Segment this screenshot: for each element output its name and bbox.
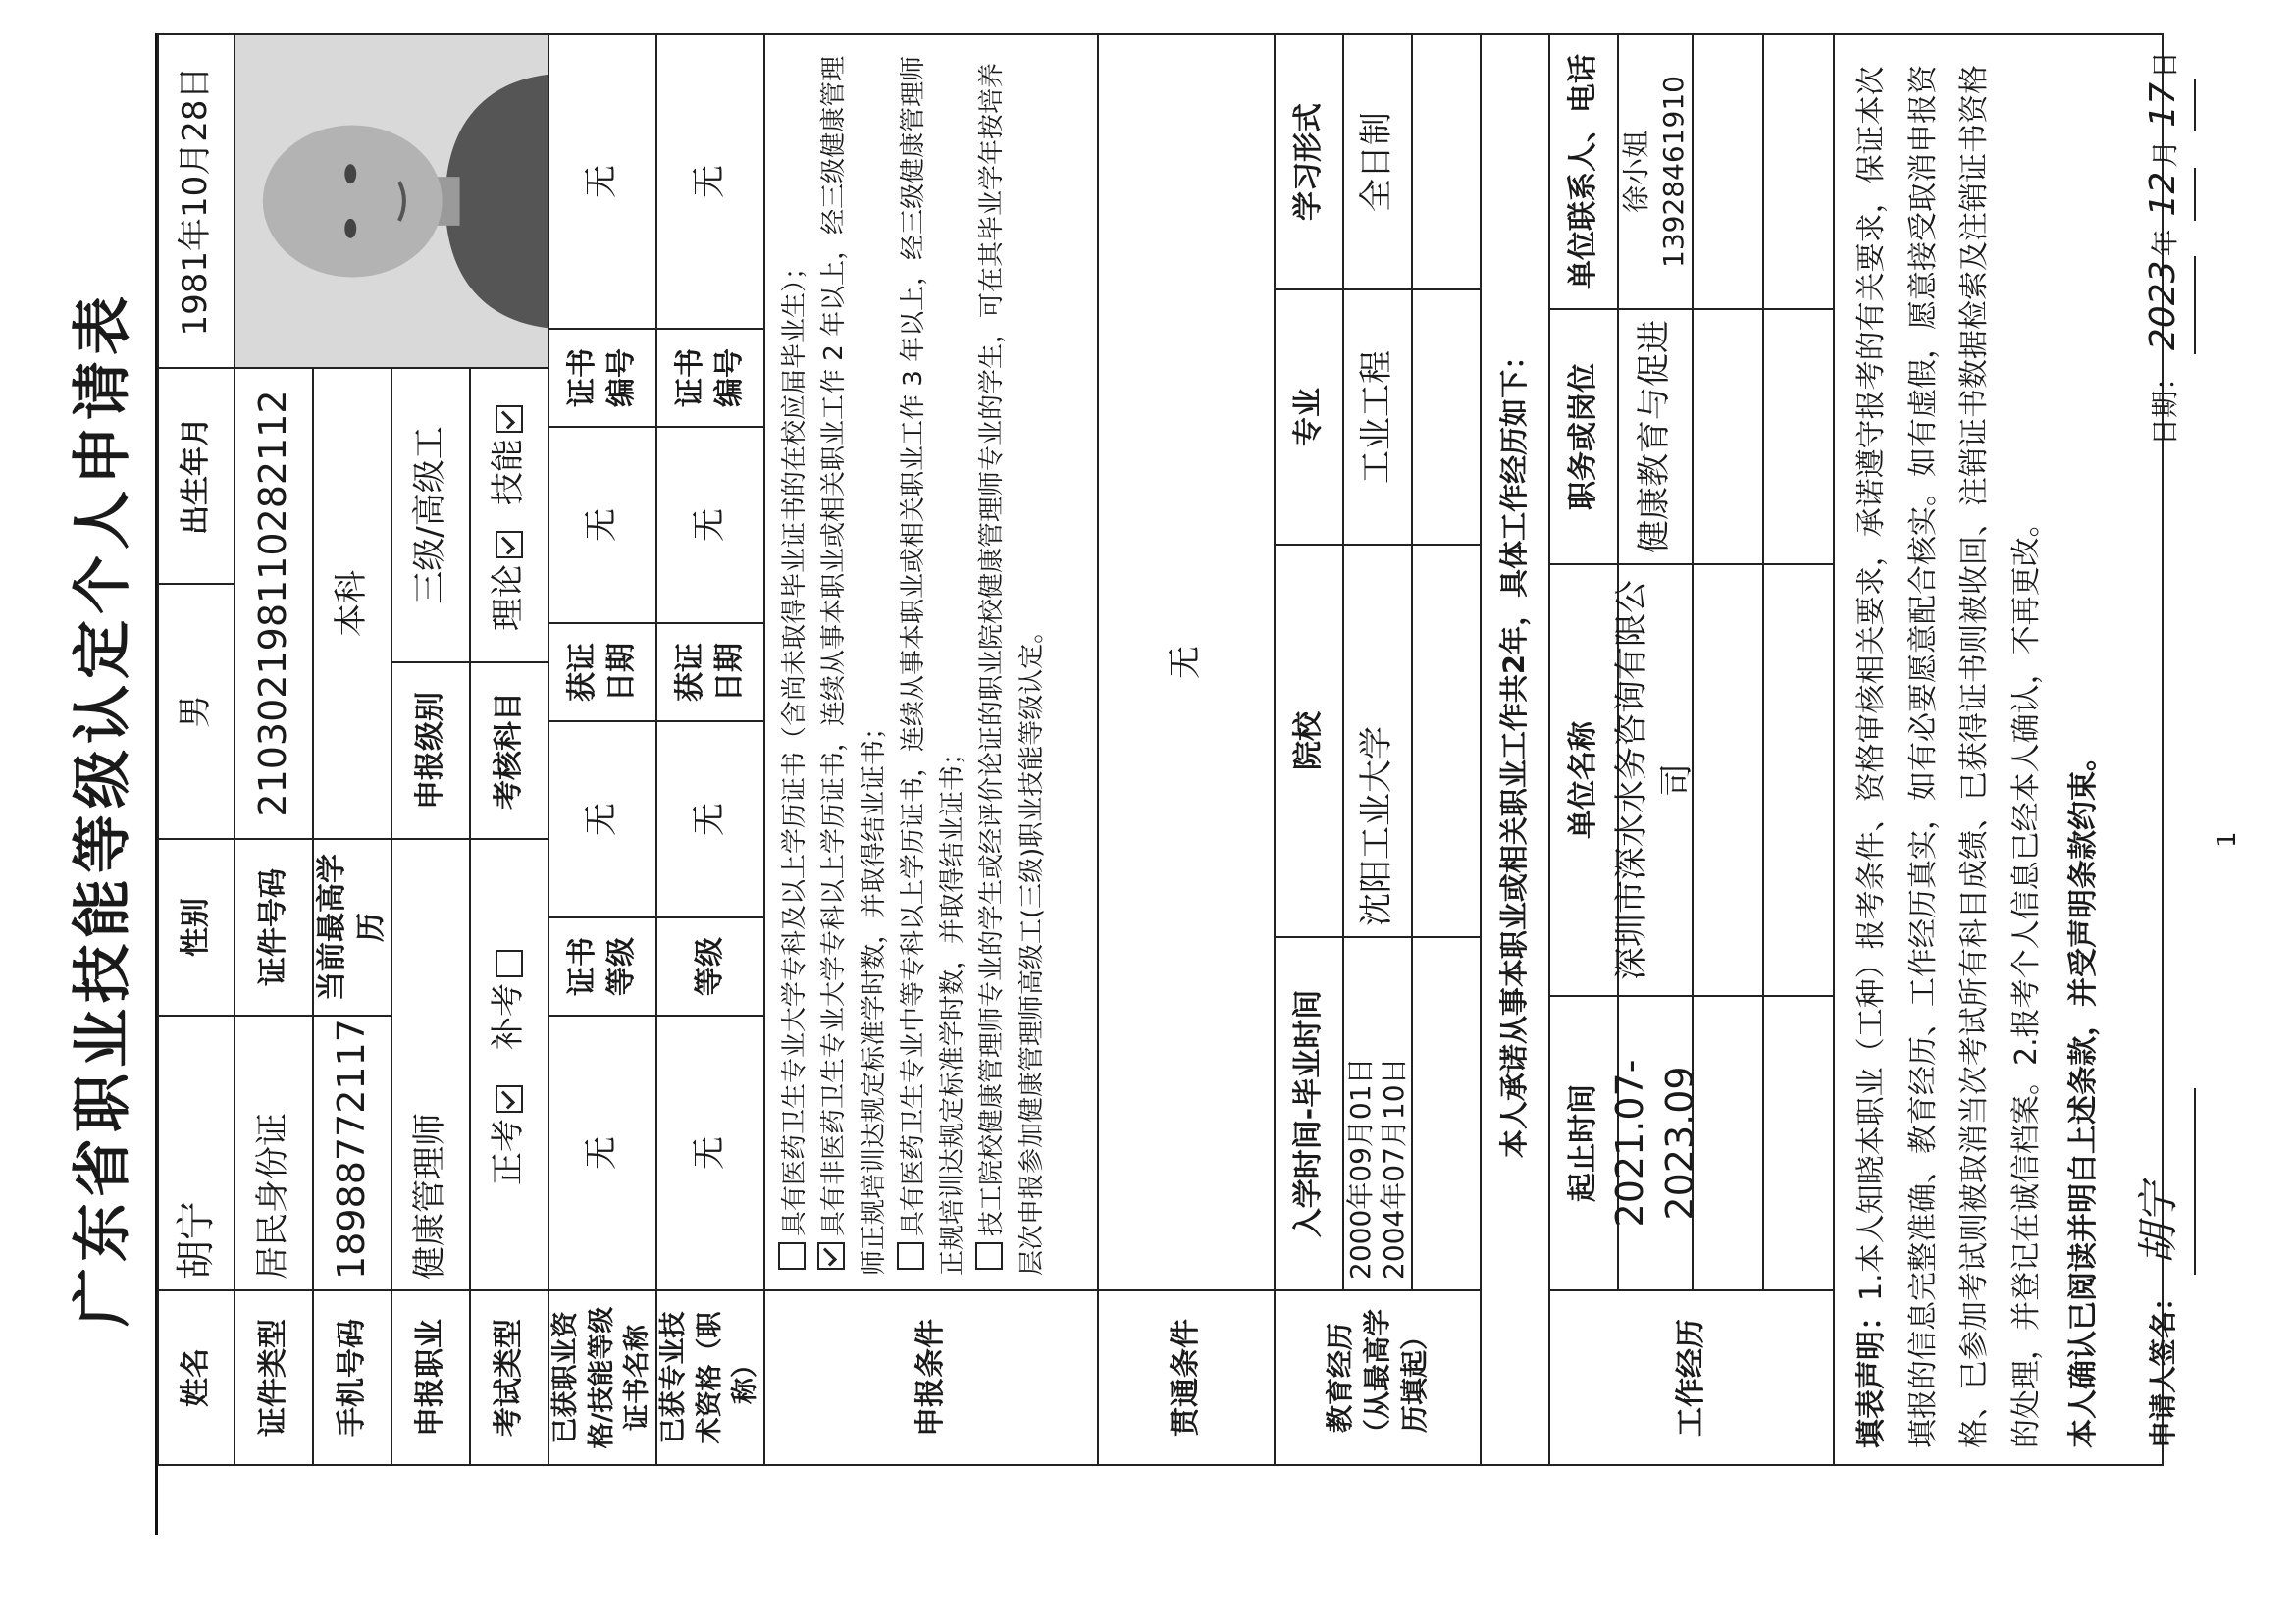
tech-title-name[interactable]: 无	[655, 1015, 765, 1291]
theory-label: 理论	[489, 564, 529, 631]
gender-label: 性别	[157, 838, 235, 1017]
work-header-contact: 单位联系人、电话	[1548, 33, 1619, 310]
page-number: 1	[2213, 831, 2242, 848]
makeup-exam-label: 补考	[489, 983, 529, 1050]
edu-school[interactable]: 沈阳工业大学	[1342, 544, 1413, 938]
work-header-period: 起止时间	[1548, 995, 1619, 1291]
makeup-exam-checkbox[interactable]	[496, 950, 523, 977]
cert-level-label: 证书等级	[548, 916, 657, 1017]
work-period[interactable]: 2021.07-2023.09	[1617, 995, 1694, 1291]
date-label: 日期：	[2149, 363, 2181, 446]
work-empty-cell[interactable]	[1762, 33, 1835, 310]
work-company[interactable]: 深圳市深水水务咨询有限公司	[1617, 563, 1694, 997]
tech-title-date[interactable]: 无	[655, 426, 765, 624]
work-empty-cell[interactable]	[1692, 308, 1764, 565]
vocational-cert-name[interactable]: 无	[548, 1015, 657, 1291]
condition-item: 技工院校健康管理师专业的学生或经评价论证的职业院校健康管理师专业的学生，可在其毕业学年按培养层次申报参加健康管理师高级工(三级)职业技能等级认定。	[977, 62, 1047, 1276]
work-position[interactable]: 健康教育与促进	[1617, 308, 1694, 565]
education-label: 当前最高学历	[312, 838, 392, 1017]
work-empty-cell[interactable]	[1692, 33, 1764, 310]
condition-checkbox-3[interactable]	[897, 1242, 924, 1270]
signature-value[interactable]: 胡宁	[2122, 1088, 2197, 1275]
id-type-label: 证件类型	[234, 1289, 314, 1466]
work-history-label: 工作经历	[1548, 1289, 1835, 1466]
edu-empty-cell[interactable]	[1411, 936, 1482, 1291]
condition-item: 具有医药卫生专业中等专科以上学历证书，连续从事本职业或相关职业工作 3 年以上，经三级健康管理师正规培训达规定标准学时数，并取得结业证书；	[898, 55, 968, 1276]
exam-type-options	[469, 838, 549, 1291]
date-month-unit: 月	[2149, 139, 2181, 168]
gender-value[interactable]: 男	[157, 583, 235, 840]
tech-title-number[interactable]: 无	[655, 33, 765, 330]
regular-exam-label: 正考	[489, 1119, 529, 1185]
occupation-value[interactable]: 健康管理师	[391, 838, 471, 1291]
vocational-cert-number[interactable]: 无	[548, 33, 657, 330]
name-label: 姓名	[157, 1289, 235, 1466]
declaration-box	[1833, 33, 2183, 1466]
date-field	[2132, 51, 2196, 445]
cert-number-label: 证书编号	[548, 328, 657, 428]
work-empty-cell[interactable]	[1762, 308, 1835, 565]
work-empty-cell[interactable]	[1762, 563, 1835, 997]
vocational-cert-level[interactable]: 无	[548, 720, 657, 918]
application-form	[157, 33, 2183, 1466]
conditions-list	[763, 33, 1099, 1291]
exam-subject-options	[469, 367, 549, 663]
tech-number-label: 证书编号	[655, 328, 765, 428]
phone-value[interactable]: 18988772117	[312, 1015, 392, 1291]
date-month[interactable]: 12	[2132, 168, 2196, 221]
declaration-confirm: 本人确认已阅读并明白上述条款，并受声明条款约束。	[2066, 742, 2101, 1448]
edu-header-school: 院校	[1274, 544, 1344, 938]
edu-major[interactable]: 工业工程	[1342, 288, 1413, 546]
education-history-label: 教育经历（从最高学历填起）	[1274, 1289, 1482, 1466]
cert-date-label: 获证日期	[548, 622, 657, 722]
vocational-cert-label: 已获职业资格/技能等级证书名称	[548, 1289, 657, 1466]
birth-value[interactable]: 1981年10月28日	[157, 33, 235, 369]
theory-checkbox[interactable]	[496, 531, 523, 558]
conditions-label: 申报条件	[763, 1289, 1099, 1466]
id-number-label: 证件号码	[234, 838, 314, 1017]
through-conditions-label: 贯通条件	[1097, 1289, 1276, 1466]
phone-label: 手机号码	[312, 1289, 392, 1466]
edu-empty-cell[interactable]	[1411, 288, 1482, 546]
exam-subject-label: 考核科目	[469, 661, 549, 840]
edu-header-period: 入学时间-毕业时间	[1274, 936, 1344, 1291]
work-contact[interactable]: 徐小姐13928461910	[1617, 33, 1694, 310]
signature-label: 申请人签名：	[2146, 1283, 2179, 1448]
declaration-text: 填表声明：1.本人知晓本职业（工种）报考条件、资格审核相关要求，承诺遵守报考的有关要求，保证本次填报的信息完整准确、教育经历、工作经历真实，如有必要愿意配合核实。如有虚假，愿意接受取消申报资格、已参加考试则被取消当次考试所有科目成绩、已获得证书则被收回、注销证书数据检索及注销证书资格的处理，并登记在诚信档案。2.报考个人信息已经本人确认，不再更改。	[1854, 65, 2044, 1448]
skill-label: 技能	[489, 439, 529, 505]
condition-checkbox-1[interactable]	[778, 1242, 806, 1270]
birth-label: 出生年月	[157, 367, 235, 585]
date-year-unit: 年	[2149, 229, 2181, 257]
work-empty-cell[interactable]	[1762, 995, 1835, 1291]
declaration-label: 填表声明：	[1854, 1301, 1889, 1448]
edu-header-mode: 学习形式	[1274, 33, 1344, 290]
signature-field	[2122, 1088, 2197, 1448]
id-number-value[interactable]: 210302198110282112	[234, 367, 314, 840]
applicant-photo	[234, 33, 549, 369]
name-value[interactable]: 胡宁	[157, 1015, 235, 1291]
occupation-label: 申报职业	[391, 1289, 471, 1466]
through-conditions-value[interactable]: 无	[1097, 33, 1276, 1291]
tech-title-label: 已获专业技术资格（职称）	[655, 1289, 765, 1466]
date-day-unit: 日	[2149, 51, 2181, 79]
tech-date-label: 获证日期	[655, 622, 765, 722]
condition-item: 具有非医药卫生专业大学专科以上学历证书，连续从事本职业或相关职业工作 2 年以上，经三级健康管理师正规培训达规定标准学时数，并取得结业证书；	[819, 55, 889, 1276]
work-intro: 本人承诺从事本职业或相关职业工作共2年，具体工作经历如下：	[1480, 33, 1550, 1466]
edu-empty-cell[interactable]	[1411, 33, 1482, 290]
edu-header-major: 专业	[1274, 288, 1344, 546]
skill-checkbox[interactable]	[496, 405, 523, 433]
edu-empty-cell[interactable]	[1411, 544, 1482, 938]
condition-item: 具有医药卫生专业大学专科及以上学历证书（含尚未取得毕业证书的在校应届毕业生）；	[775, 49, 814, 1276]
signature-row	[2122, 51, 2197, 1448]
id-type-value[interactable]: 居民身份证	[234, 1015, 314, 1291]
exam-type-label: 考试类型	[469, 1289, 549, 1466]
work-header-position: 职务或岗位	[1548, 308, 1619, 565]
work-empty-cell[interactable]	[1692, 563, 1764, 997]
condition-checkbox-2[interactable]	[817, 1242, 845, 1270]
regular-exam-checkbox[interactable]	[496, 1085, 523, 1113]
condition-checkbox-4[interactable]	[975, 1242, 1003, 1270]
edu-mode[interactable]: 全日制	[1342, 33, 1413, 290]
edu-period[interactable]: 2000年09月01日 2004年07月10日	[1342, 936, 1413, 1291]
date-day[interactable]: 17	[2132, 79, 2196, 131]
work-header-company: 单位名称	[1548, 563, 1619, 997]
form-title: 广东省职业技能等级认定个人申请表	[69, 290, 137, 1327]
education-value[interactable]: 本科	[312, 367, 392, 840]
level-label: 申报级别	[391, 661, 471, 840]
level-value[interactable]: 三级/高级工	[391, 367, 471, 663]
tech-level-label: 等级	[655, 916, 765, 1017]
person-photo-icon	[235, 35, 548, 367]
vocational-cert-date[interactable]: 无	[548, 426, 657, 624]
date-year[interactable]: 2023	[2132, 256, 2196, 354]
work-empty-cell[interactable]	[1692, 995, 1764, 1291]
tech-title-level[interactable]: 无	[655, 720, 765, 918]
